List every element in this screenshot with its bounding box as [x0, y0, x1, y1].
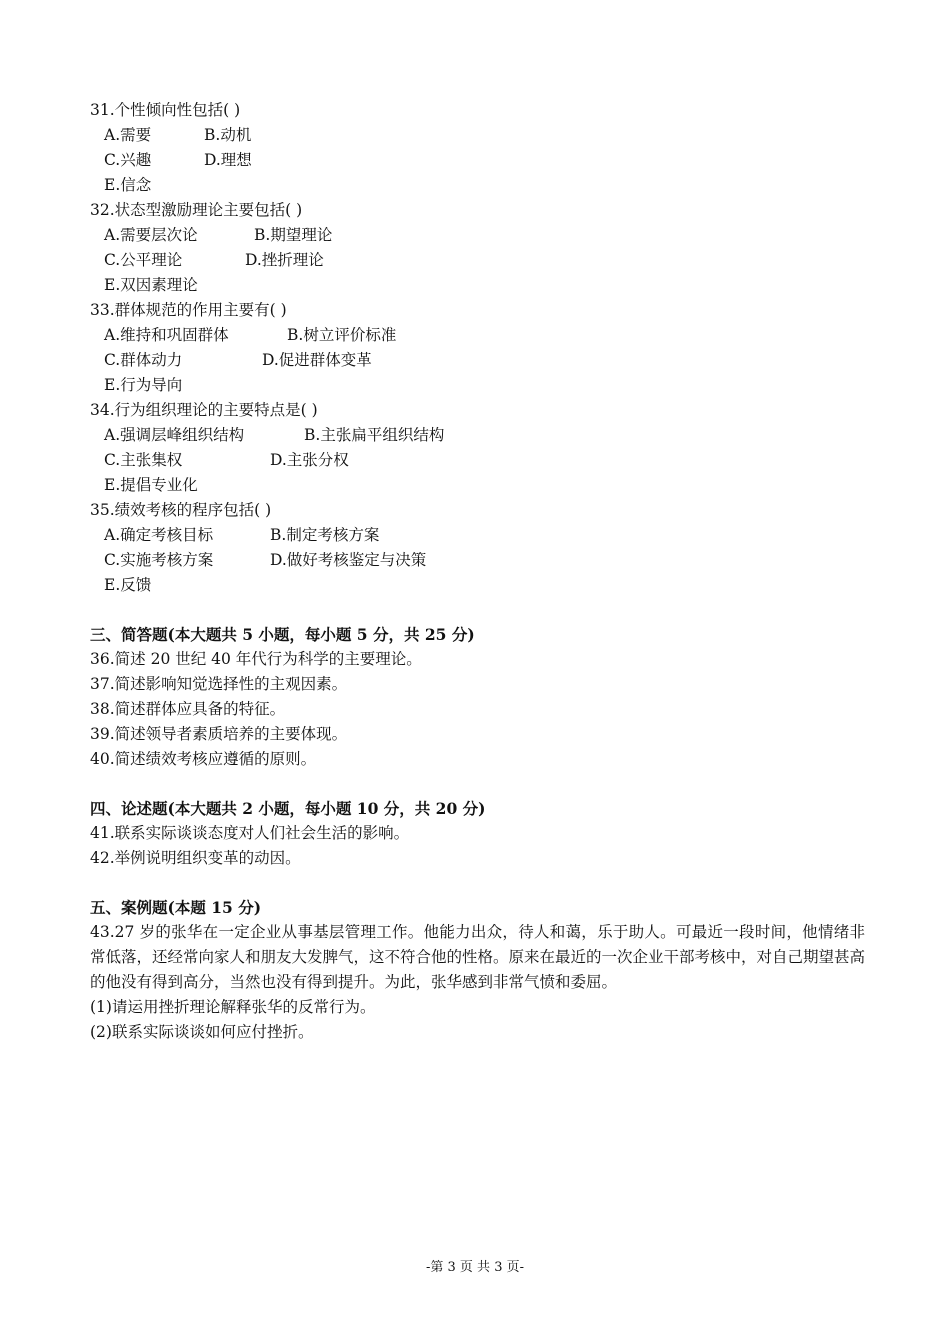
option: D.挫折理论 [245, 251, 324, 269]
question-stem: 31.个性倾向性包括( ) [90, 101, 241, 119]
option: D.理想 [204, 151, 252, 169]
option: A.维持和巩固群体 [104, 326, 229, 344]
case-text: 43.27 岁的张华在一定企业从事基层管理工作。他能力出众，待人和蔼，乐于助人。可最近一段时间，他情绪非常低落，还经常向家人和朋友大发脾气，这不符合他的性格。原来在最近的一次企业干部考核中，对自己期望甚高的他没有得到高分，当然也没有得到提升。为此，张华感到非常气愤和委屈。 [90, 923, 866, 991]
option: A.确定考核目标 [104, 526, 214, 544]
option-row [90, 448, 865, 473]
question-item: 39.简述领导者素质培养的主要体现。 [90, 725, 348, 743]
question-35 [90, 498, 865, 598]
spacer [90, 772, 865, 796]
option: C.兴趣 [104, 151, 152, 169]
section-case [90, 895, 865, 1045]
option-row [90, 473, 865, 498]
sub-question: (2)联系实际谈谈如何应付挫折。 [90, 1023, 314, 1041]
question-stem: 35.绩效考核的程序包括( ) [90, 501, 272, 519]
page-footer: -第 3 页 共 3 页- [426, 1260, 524, 1275]
question-item: 36.简述 20 世纪 40 年代行为科学的主要理论。 [90, 650, 422, 668]
option-row [90, 148, 865, 173]
option: E.提倡专业化 [104, 476, 198, 494]
question-item: 38.简述群体应具备的特征。 [90, 700, 286, 718]
option: D.促进群体变革 [262, 351, 372, 369]
question-34 [90, 398, 865, 498]
question-stem: 33.群体规范的作用主要有( ) [90, 301, 287, 319]
option-row [90, 573, 865, 598]
option: C.实施考核方案 [104, 551, 214, 569]
option: D.主张分权 [270, 451, 349, 469]
option: A.强调层峰组织结构 [104, 426, 245, 444]
question-stem: 34.行为组织理论的主要特点是( ) [90, 401, 318, 419]
section-title: 三、简答题(本大题共 5 小题，每小题 5 分，共 25 分) [90, 625, 475, 644]
sub-question: (1)请运用挫折理论解释张华的反常行为。 [90, 998, 376, 1016]
option-row [90, 173, 865, 198]
option: A.需要 [104, 126, 152, 144]
option: D.做好考核鉴定与决策 [270, 551, 427, 569]
option-row [90, 348, 865, 373]
option: E.行为导向 [104, 376, 183, 394]
option: C.公平理论 [104, 251, 183, 269]
option-row [90, 548, 865, 573]
option-row [90, 523, 865, 548]
option: B.制定考核方案 [270, 526, 380, 544]
option: E.反馈 [104, 576, 152, 594]
question-32 [90, 198, 865, 298]
option-row [90, 323, 865, 348]
option: E.双因素理论 [104, 276, 198, 294]
option: B.期望理论 [254, 226, 333, 244]
option-row [90, 273, 865, 298]
option: B.主张扁平组织结构 [304, 426, 445, 444]
question-stem: 32.状态型激励理论主要包括( ) [90, 201, 303, 219]
question-33 [90, 298, 865, 398]
option-row [90, 373, 865, 398]
question-31 [90, 98, 865, 198]
section-title: 五、案例题(本题 15 分) [90, 898, 262, 917]
option-row [90, 248, 865, 273]
exam-page [90, 98, 865, 1045]
option: B.动机 [204, 126, 252, 144]
section-short-answer [90, 622, 865, 772]
spacer [90, 871, 865, 895]
question-item: 42.举例说明组织变革的动因。 [90, 849, 301, 867]
spacer [90, 598, 865, 622]
option-row [90, 123, 865, 148]
option: C.群体动力 [104, 351, 183, 369]
option: E.信念 [104, 176, 152, 194]
option-row [90, 423, 865, 448]
option: A.需要层次论 [104, 226, 198, 244]
option-row [90, 223, 865, 248]
question-item: 37.简述影响知觉选择性的主观因素。 [90, 675, 348, 693]
section-title: 四、论述题(本大题共 2 小题，每小题 10 分，共 20 分) [90, 799, 486, 818]
option: C.主张集权 [104, 451, 183, 469]
section-essay [90, 796, 865, 871]
question-item: 40.简述绩效考核应遵循的原则。 [90, 750, 317, 768]
option: B.树立评价标准 [287, 326, 397, 344]
question-item: 41.联系实际谈谈态度对人们社会生活的影响。 [90, 824, 410, 842]
